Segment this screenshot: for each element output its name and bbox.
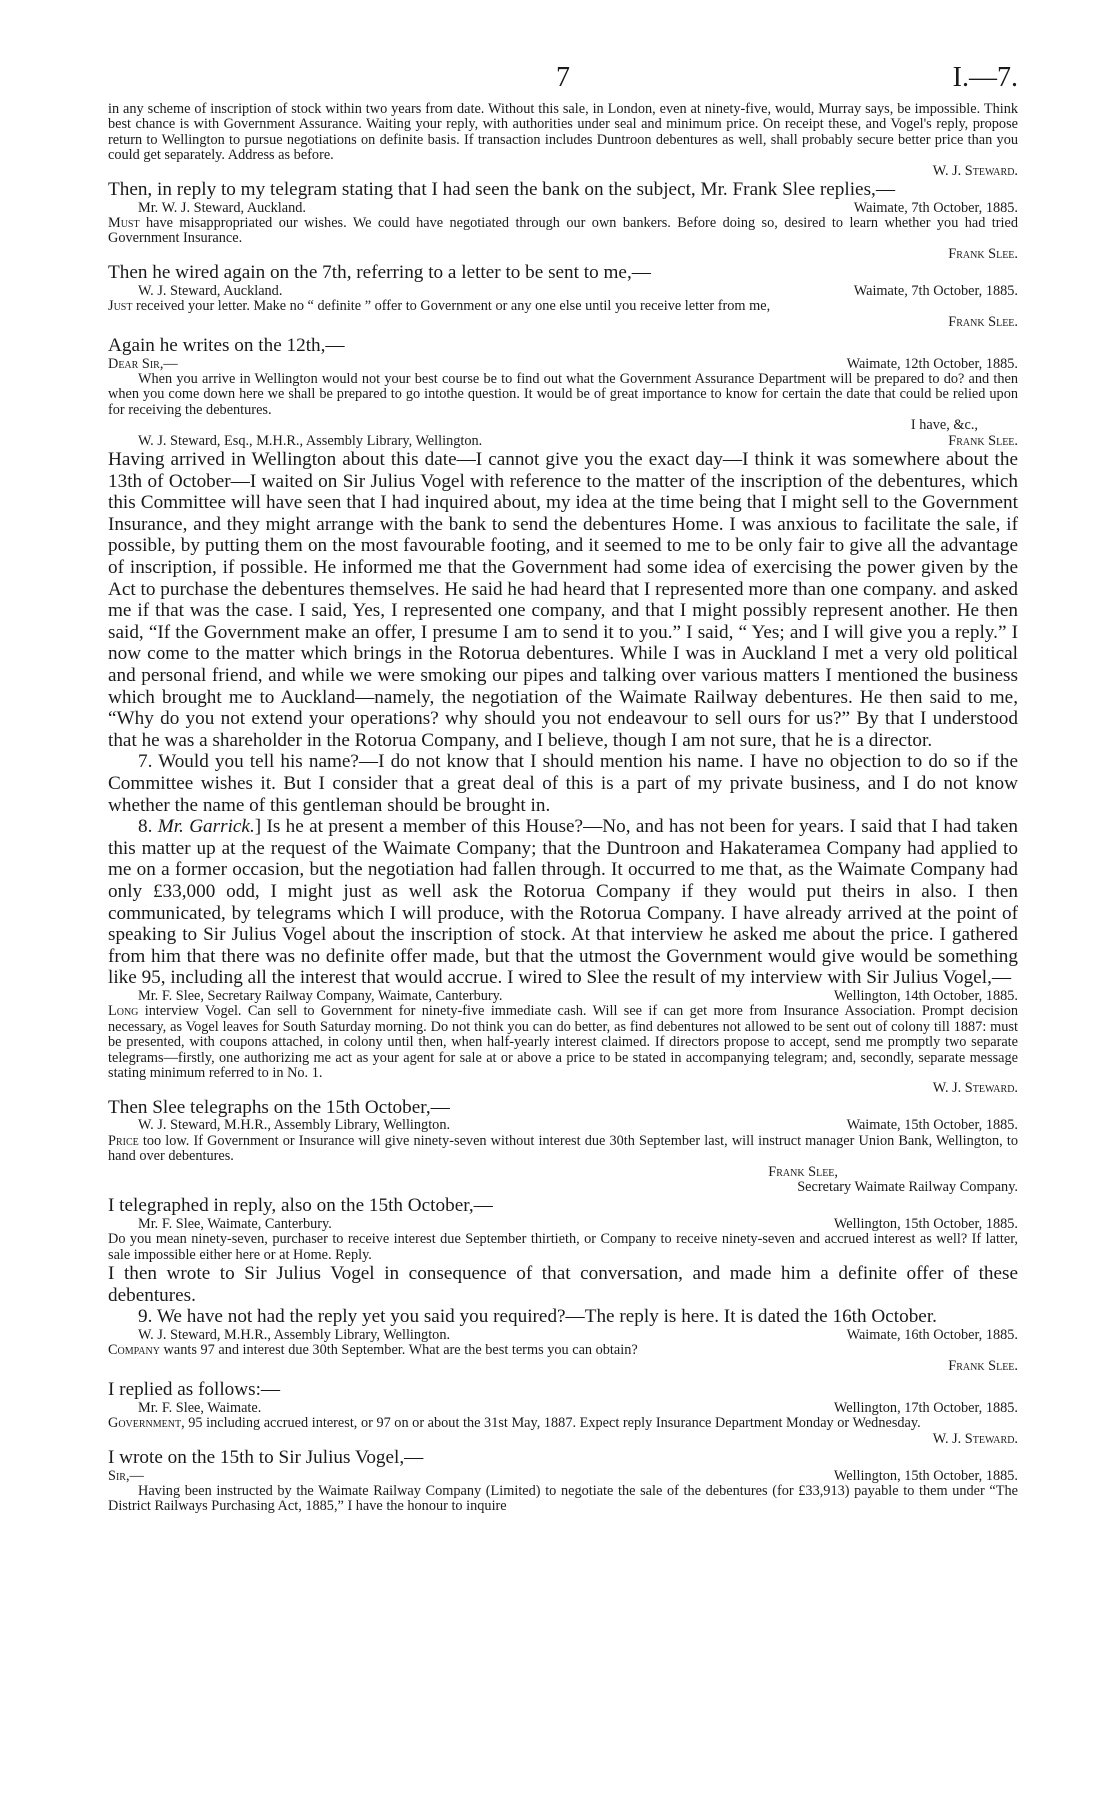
question-paragraph: 9. We have not had the reply yet you said you required?—The reply is here. It is dated the 16th October. (138, 1306, 937, 1328)
telegram-heading (108, 284, 1018, 299)
telegram-date: Waimate, 7th October, 1885. (853, 282, 1018, 299)
letter-close: I have, &c., (910, 417, 978, 434)
letter-body: Having been instructed by the Waimate Railway Company (Limited) to negotiate the sale of the debentures (for £33,913) payable to them under “The District Railways Purchasing Act, 1885,” I have the honour to inquire (108, 1483, 1018, 1515)
salutation: Sir,— (108, 1467, 144, 1484)
document-page (108, 62, 1018, 1515)
lead-word: Just (108, 298, 133, 315)
telegram-body: in any scheme of inscription of stock within two years from date. Without this sale, in London, even at ninety-five, would, Murray says, be impossible. Think best chance is with Government Assurance. Waiting your reply, with authorities under seal and minimum price. On receipt these, and Vogel's reply, propose return to Wellington to pursue negotiations on definite basis. If transaction includes Duntroon debentures as well, shall probably secure better price than you could get separately. Address as before. (108, 101, 1018, 164)
telegram-date: Wellington, 15th October, 1885. (833, 1216, 1018, 1232)
signature: Frank Slee, (768, 1163, 838, 1180)
question-paragraph: 8. Mr. Garrick.] Is he at present a member of this House?—No, and has not been for years. I said that I had taken this matter up at the request of the Waimate Company; that the Duntroon and Hakateramea Company had applied to me on a former occasion, but the negotiation had fallen through. It occurred to me that, as the Waimate Company had only £33,000 odd, I might just as well ask the Rotorua Company if they would put theirs in also. I then communicated, by telegrams which I will produce, with the Rotorua Company. I have already arrived at the point of speaking to Sir Julius Vogel about the inscription of stock. At that interview he asked me about the price. I gathered from him that there was no definite offer made, but that the utmost the Government would give would be something like 95, including all the interest that would accrue. I wired to Slee the result of my interview with Sir Julius Vogel,— (108, 816, 1018, 989)
telegram-heading (108, 1118, 1018, 1133)
page-header (108, 62, 1018, 102)
telegram-body: Must have misappropriated our wishes. We could have negotiated through our own bankers. Before doing so, desired to learn whether you had tried Government Insurance. (108, 215, 1018, 247)
signature: W. J. Steward. (932, 1430, 1018, 1447)
paragraph: Then, in reply to my telegram stating that I had seen the bank on the subject, Mr. Frank Slee replies,— (108, 179, 896, 201)
letter-body: When you arrive in Wellington would not your best course be to find out what the Government Assurance Department will be prepared to do? and then when you come down here we shall be prepared to go intothe question. It would be of great importance to know for certain the date that could be relied upon for receiving the debentures. (108, 371, 1018, 418)
telegram-heading (108, 1401, 1018, 1416)
telegram-body: Government, 95 including accrued interest, or 97 on or about the 31st May, 1887. Expect reply Insurance Department Monday or Wednesday. (108, 1415, 921, 1432)
addressee: Mr. F. Slee, Waimate. (138, 1399, 262, 1416)
telegram-date: Waimate, 15th October, 1885. (846, 1117, 1018, 1134)
addressee: W. J. Steward, M.H.R., Assembly Library, Wellington. (138, 1117, 451, 1134)
signature: Frank Slee. (948, 313, 1018, 330)
telegram-date: Wellington, 14th October, 1885. (833, 987, 1018, 1004)
lead-word: Must (108, 215, 140, 232)
telegram-date: Wellington, 17th October, 1885. (833, 1399, 1018, 1416)
telegram-body: Long interview Vogel. Can sell to Government for ninety-five immediate cash. Will see if can get more from Insurance Association. Prompt decision necessary, as Vogel leaves for South Saturday morning. Do not think you can do better, as find debentures not allowed to be sent out of colony till 1887: must be presented, with coupons attached, in colony until then, when half-yearly interest claimed. If directors propose to accept, send me promptly two separate telegrams—firstly, one authorizing me act as your agent for sale at or above a price to be stated in accompanying telegram; and, secondly, separate message stating minimum referred to in No. 1. (108, 1003, 1018, 1081)
speaker: Mr. Garrick. (157, 816, 255, 838)
addressee: Mr. W. J. Steward, Auckland. (138, 199, 306, 216)
addressee: W. J. Steward, M.H.R., Assembly Library, Wellington. (138, 1327, 451, 1343)
lead-word: Government, (108, 1415, 185, 1432)
telegram-heading (108, 989, 1018, 1004)
letter-date: Waimate, 12th October, 1885. (846, 355, 1018, 372)
document-reference: I.—7. (952, 62, 1018, 93)
page-number: 7 (556, 62, 570, 93)
paragraph: Having arrived in Wellington about this date—I cannot give you the exact day—I think it was somewhere about the 13th of October—I waited on Sir Julius Vogel with reference to the matter of the inscription of the debentures, which this Committee will have seen that I had inquired about, my idea at the time being that I might sell to the Government Insurance, and they might arrange with the bank to send the debentures Home. I was anxious to facilitate the sale, if possible, by putting them on the most favourable footing, and it seemed to me to be only fair to give all the advantage of inscription, if possible. He informed me that the Government had some idea of exercising the power given by the Act to purchase the debentures themselves. He said he had heard that I represented more than one company. and asked me if that was the case. I said, Yes, I represented one company, and that I might possibly represent another. He then said, “If the Government make an offer, I presume I am to send it to you.” I said, “ Yes; and I will give you a reply.” I now come to the matter which brings in the Rotorua debentures. While I was in Auckland I met a very old political and personal friend, and while we were smoking our pipes and talking over various matters I mentioned the business which brought me to Auckland—namely, the negotiation of the Waimate Railway debentures. He then said to me, “Why do you not extend your operations? why should you not endeavour to sell ours for us?” By that I understood that he was a shareholder in the Rotorua Company, and I believe, though I am not sure, that he is a director. (108, 449, 1018, 751)
lead-word: Long (108, 1003, 139, 1020)
letter-heading (108, 1469, 1018, 1484)
signature-title: Secretary Waimate Railway Company. (797, 1179, 1018, 1195)
telegram-body: Company wants 97 and interest due 30th September. What are the best terms you can obtain? (108, 1342, 638, 1359)
lead-word: Company (108, 1342, 160, 1359)
telegram-heading (108, 1328, 1018, 1343)
telegram-date: Waimate, 7th October, 1885. (853, 199, 1018, 216)
signature: W. J. Steward. (932, 162, 1018, 179)
telegram-date: Waimate, 16th October, 1885. (846, 1327, 1018, 1343)
letter-footer (108, 434, 1018, 449)
signature: Frank Slee. (948, 245, 1018, 262)
paragraph: I wrote on the 15th to Sir Julius Vogel,— (108, 1447, 424, 1469)
paragraph: Again he writes on the 12th,— (108, 335, 345, 357)
telegram-body: Do you mean ninety-seven, purchaser to receive interest due September thirtieth, or Company to receive ninety-seven and accrued interest as well? If latter, sale impossible either here or at Home. Reply. (108, 1231, 1018, 1263)
letter-date: Wellington, 15th October, 1885. (833, 1467, 1018, 1484)
letter-heading (108, 357, 1018, 372)
signature: Frank Slee. (948, 1357, 1018, 1374)
paragraph: I replied as follows:— (108, 1379, 281, 1401)
paragraph: I then wrote to Sir Julius Vogel in consequence of that conversation, and made him a definite offer of these debentures. (108, 1263, 1018, 1306)
addressee: Mr. F. Slee, Waimate, Canterbury. (138, 1216, 332, 1232)
addressee: Mr. F. Slee, Secretary Railway Company, Waimate, Canterbury. (138, 987, 503, 1004)
signature: Frank Slee. (948, 432, 1018, 449)
paragraph: Then he wired again on the 7th, referring to a letter to be sent to me,— (108, 262, 651, 284)
addressee: W. J. Steward, Esq., M.H.R., Assembly Library, Wellington. (138, 432, 483, 449)
signature: W. J. Steward. (932, 1080, 1018, 1097)
salutation: Dear Sir,— (108, 355, 178, 372)
addressee: W. J. Steward, Auckland. (138, 282, 283, 299)
paragraph: Then Slee telegraphs on the 15th October,— (108, 1096, 450, 1118)
question-paragraph: 7. Would you tell his name?—I do not know that I should mention his name. I have no objection to do so if the Committee wishes it. But I consider that a great deal of this is a part of my private business, and I do not know whether the name of this gentleman should be brought in. (108, 751, 1018, 816)
telegram-body: Price too low. If Government or Insurance will give ninety-seven without interest due 30th September last, will instruct manager Union Bank, Wellington, to hand over debentures. (108, 1132, 1018, 1165)
lead-word: Price (108, 1132, 139, 1149)
telegram-heading (108, 1217, 1018, 1232)
telegram-heading (108, 201, 1018, 216)
paragraph: I telegraphed in reply, also on the 15th October,— (108, 1195, 493, 1217)
telegram-body: Just received your letter. Make no “ definite ” offer to Government or any one else until you receive letter from me, (108, 298, 771, 315)
